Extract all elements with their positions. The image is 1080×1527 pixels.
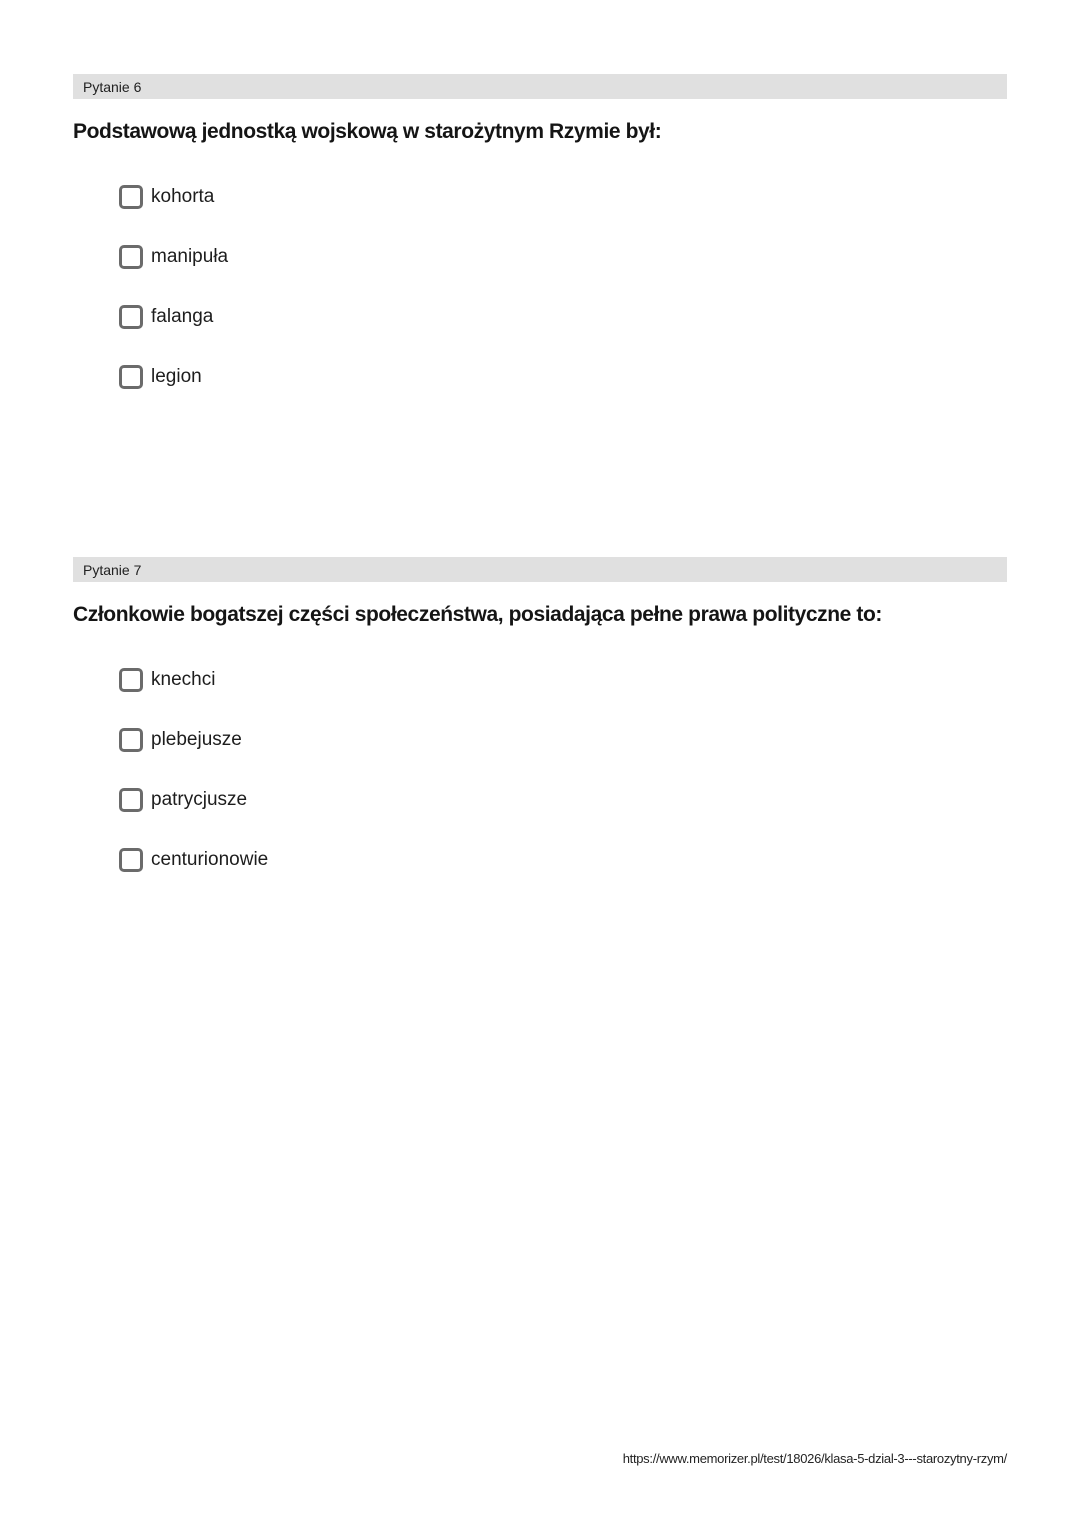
checkbox[interactable] — [119, 848, 143, 872]
checkbox[interactable] — [119, 365, 143, 389]
checkbox[interactable] — [119, 305, 143, 329]
option-label: manipuła — [151, 246, 229, 267]
question-7-section — [73, 557, 1007, 872]
question-7-number-label: Pytanie 7 — [83, 562, 142, 578]
question-7-options — [119, 668, 1007, 872]
option-row[interactable] — [119, 668, 1007, 692]
option-label: legion — [151, 366, 202, 387]
option-label: patrycjusze — [151, 789, 248, 810]
question-6-header-bar — [73, 74, 1007, 99]
option-label: knechci — [151, 669, 216, 690]
option-label: centurionowie — [151, 849, 269, 870]
question-7-title: Członkowie bogatszej części społeczeństwa, posiadająca pełne prawa polityczne to: — [73, 603, 883, 626]
question-6-number-label: Pytanie 6 — [83, 79, 142, 95]
option-row[interactable] — [119, 848, 1007, 872]
option-row[interactable] — [119, 245, 1007, 269]
option-row[interactable] — [119, 185, 1007, 209]
option-label: plebejusze — [151, 729, 242, 750]
page-footer-url: https://www.memorizer.pl/test/18026/klasa-5-dzial-3---starozytny-rzym/ — [622, 1451, 1007, 1466]
question-7-header-bar — [73, 557, 1007, 582]
option-label: falanga — [151, 306, 214, 327]
option-row[interactable] — [119, 728, 1007, 752]
checkbox[interactable] — [119, 185, 143, 209]
checkbox[interactable] — [119, 668, 143, 692]
question-6-options — [119, 185, 1007, 389]
option-row[interactable] — [119, 305, 1007, 329]
checkbox[interactable] — [119, 728, 143, 752]
question-6-section — [73, 74, 1007, 389]
option-row[interactable] — [119, 788, 1007, 812]
option-row[interactable] — [119, 365, 1007, 389]
option-label: kohorta — [151, 186, 215, 207]
checkbox[interactable] — [119, 245, 143, 269]
question-6-title: Podstawową jednostką wojskową w starożytnym Rzymie był: — [73, 120, 662, 143]
checkbox[interactable] — [119, 788, 143, 812]
